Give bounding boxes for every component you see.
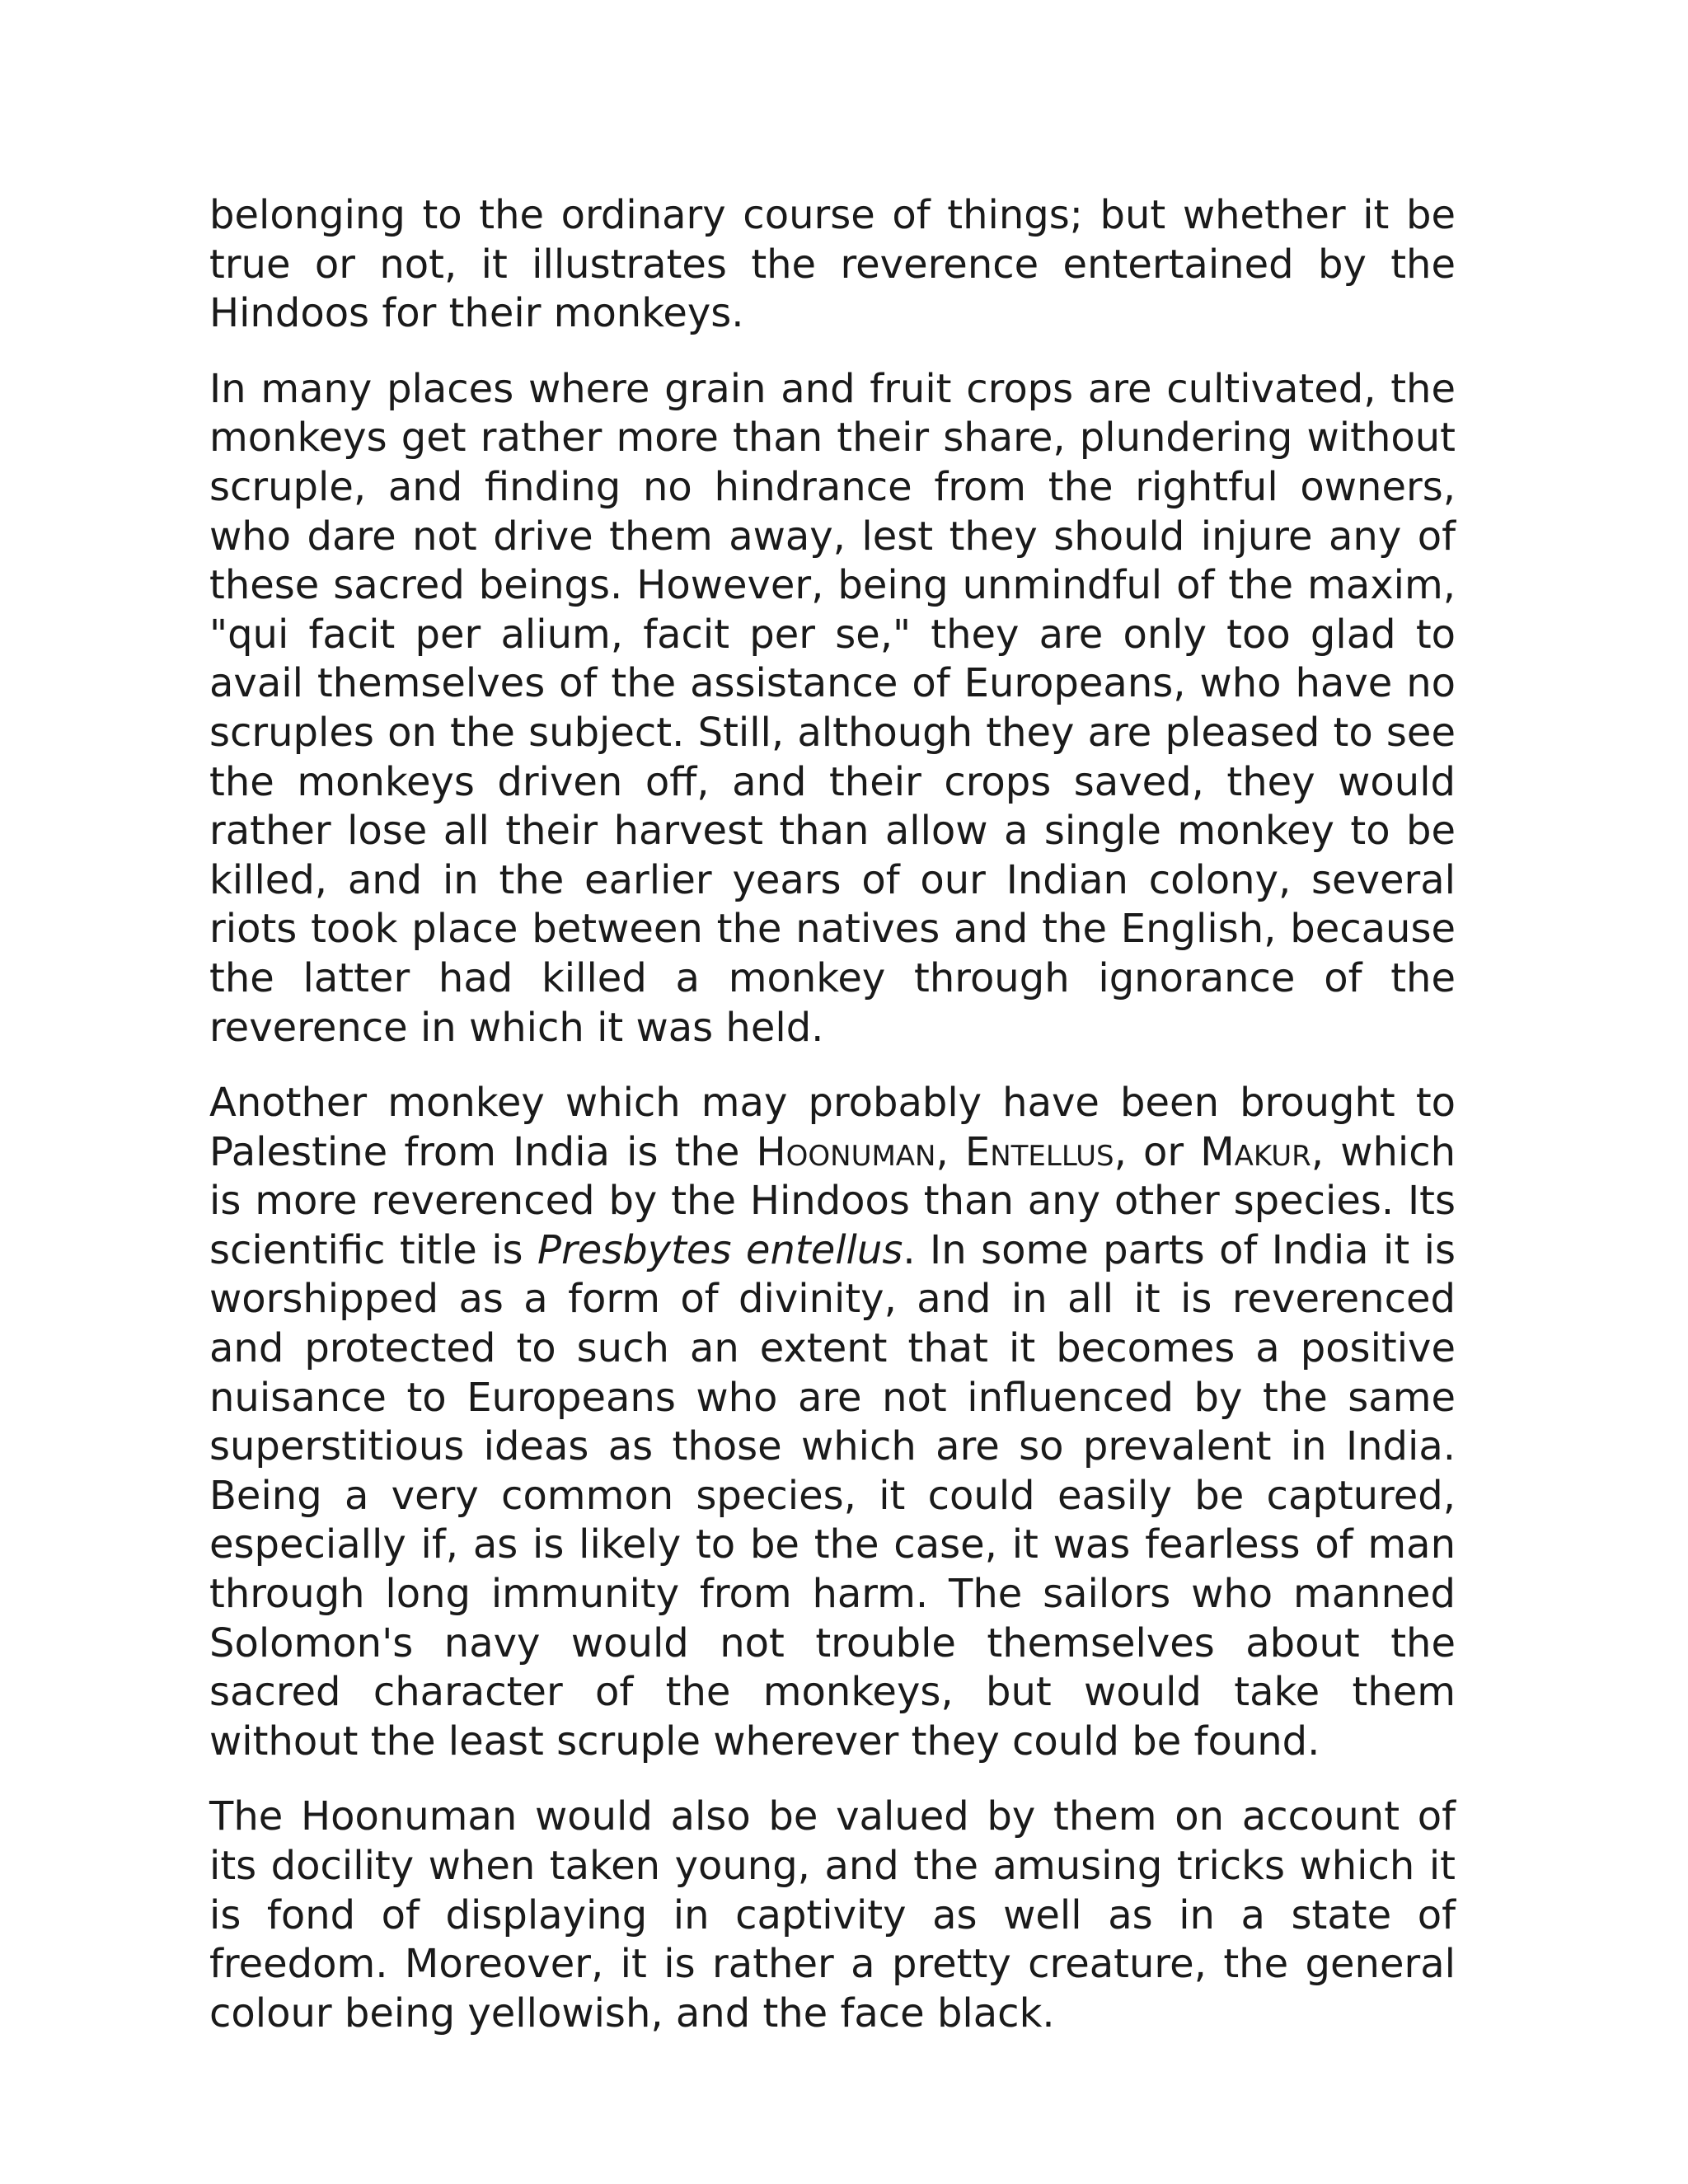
paragraph-4: The Hoonuman would also be valued by them on account of its docility when taken young, and the amusing tricks which it is fond of displaying in captivity as well as in a state of freedom. Moreover, it is rather a pretty creature, the general colour being yellowish, and the face black.: [209, 1793, 1456, 2036]
page-body: [209, 191, 1456, 2038]
paragraph-3: [209, 1079, 1456, 1766]
paragraph-3-intro: Another monkey which may probably have been brought to Palestine from India is the: [209, 1080, 1456, 1175]
species-name-hoonuman: Hoonuman: [756, 1128, 936, 1175]
paragraph-3-mid: , which is more reverenced by the Hindoos than any other species. Its scientific title is: [209, 1128, 1456, 1273]
separator-2: , or: [1114, 1128, 1201, 1175]
separator-1: ,: [935, 1128, 965, 1175]
paragraph-1: belonging to the ordinary course of things; but whether it be true or not, it illustrates the reverence entertained by the Hindoos for their monkeys.: [209, 192, 1456, 337]
paragraph-2: In many places where grain and fruit crops are cultivated, the monkeys get rather more than their share, plundering without scruple, and finding no hindrance from the rightful owners, who dare not drive them away, lest they should injure any of these sacred beings. However, being unmindful of the maxim, "qui facit per alium, facit per se," they are only too glad to avail themselves of the assistance of Europeans, who have no scruples on the subject. Still, although they are pleased to see the monkeys driven off, and their crops saved, they would rather lose all their harvest than allow a single monkey to be killed, and in the earlier years of our Indian colony, several riots took place between the natives and the English, because the latter had killed a monkey through ignorance of the reverence in which it was held.: [209, 365, 1456, 1051]
species-name-makur: Makur: [1200, 1128, 1311, 1175]
species-name-entellus: Entellus: [964, 1128, 1114, 1175]
paragraph-3-rest: . In some parts of India it is worshipped as a form of divinity, and in all it is reverenced and protected to such an extent that it becomes a positive nuisance to Europeans who are not influenced by the same superstitious ideas as those which are so prevalent in India. Being a very common species, it could easily be captured, especially if, as is likely to be the case, it was fearless of man through long immunity from harm. The sailors who manned Solomon's navy would not trouble themselves about the sacred character of the monkeys, but would take them without the least scruple wherever they could be found.: [209, 1226, 1456, 1765]
scientific-name: Presbytes entellus: [537, 1226, 903, 1273]
